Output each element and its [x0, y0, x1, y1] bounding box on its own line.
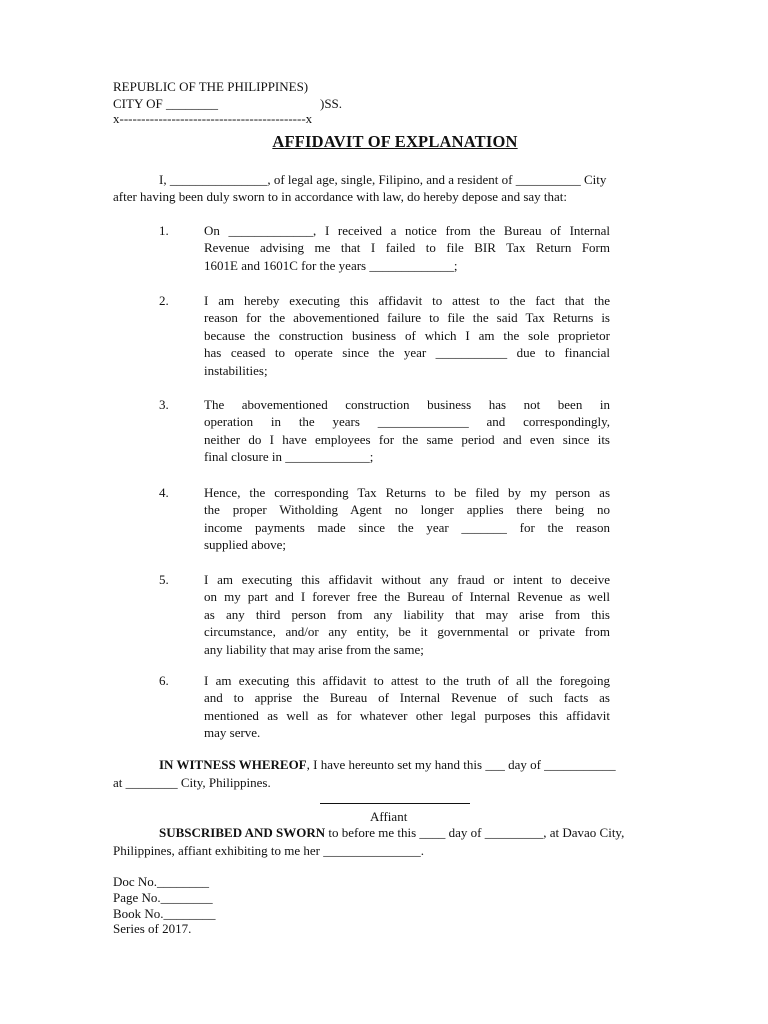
item-line: may serve. — [204, 725, 261, 741]
item-line: 1601E and 1601C for the years _____________; — [204, 257, 458, 273]
caption-city: CITY OF ________ — [113, 96, 218, 111]
caption-ss: )SS. — [320, 96, 343, 111]
item-line: any liability that may arise from the same; — [204, 641, 424, 657]
item-line: operation in the years ______________ and correspondingly, — [204, 414, 610, 430]
item-line: I am executing this affidavit without any fraud or intent to deceive — [204, 572, 610, 587]
item-line: Hence, the corresponding Tax Returns to be filed by my person as — [204, 485, 610, 500]
item-line: I am hereby executing this affidavit to attest to the fact that the — [204, 293, 610, 308]
item-line: as any third person from any liability that may arise from this — [204, 606, 610, 622]
doc-no: Doc No.________ — [113, 874, 210, 889]
intro-line-2: after having been duly sworn to in accordance with law, do hereby depose and say that: — [113, 189, 568, 204]
item-number: 6. — [159, 673, 169, 688]
witness-text: , I have hereunto set my hand this ___ day of ___________ — [306, 757, 616, 772]
item-line: On _____________, I received a notice from the Bureau of Internal — [204, 223, 610, 238]
jurat-line-2: Philippines, affiant exhibiting to me her _______________. — [113, 843, 425, 858]
item-line: has ceased to operate since the year ___________ due to financial — [204, 345, 610, 361]
jurat-heading: SUBSCRIBED AND SWORN — [159, 825, 326, 840]
intro-line-1: I, _______________, of legal age, single, Filipino, and a resident of __________ City — [159, 172, 607, 187]
item-body — [204, 396, 610, 466]
item-line: because the construction business of which I am the sole proprietor — [204, 327, 610, 343]
item-line: Revenue advising me that I failed to file BIR Tax Return Form — [204, 240, 610, 256]
witness-line-1 — [159, 756, 616, 773]
item-line: I am executing this affidavit to attest to the truth of all the foregoing — [204, 673, 610, 688]
item-body — [204, 672, 610, 742]
item-line: mentioned as well as for whatever other legal purposes this affidavit — [204, 707, 610, 723]
jurat-text: to before me this ____ day of _________, at Davao City, — [325, 825, 625, 840]
item-number: 5. — [159, 572, 169, 587]
item-number: 2. — [159, 293, 169, 308]
witness-line-2: at ________ City, Philippines. — [113, 775, 271, 790]
item-line: income payments made since the year _______ for the reason — [204, 519, 610, 535]
item-line: the proper Witholding Agent no longer applies there being no — [204, 502, 610, 518]
item-body — [204, 292, 610, 379]
item-line: final closure in _____________; — [204, 449, 374, 465]
item-line: instabilities; — [204, 362, 268, 378]
item-line: and to apprise the Bureau of Internal Revenue of such facts as — [204, 690, 610, 706]
item-line: supplied above; — [204, 537, 286, 553]
item-body — [204, 571, 610, 658]
item-line: neither do I have employees for the same period and even since its — [204, 431, 610, 447]
item-line: on my part and I forever free the Bureau of Internal Revenue as well — [204, 589, 610, 605]
caption-divider: x-------------------------------------------x — [113, 111, 313, 126]
item-body — [204, 222, 610, 274]
affiant-signature-line — [320, 803, 470, 804]
item-number: 1. — [159, 223, 169, 238]
item-number: 3. — [159, 397, 169, 412]
jurat-line-1 — [159, 824, 624, 841]
witness-heading: IN WITNESS WHEREOF — [159, 757, 307, 772]
item-line: reason for the abovementioned failure to file the said Tax Returns is — [204, 310, 610, 326]
affiant-label: Affiant — [370, 809, 408, 824]
item-number: 4. — [159, 485, 169, 500]
series-year: Series of 2017. — [113, 921, 192, 936]
caption-republic: REPUBLIC OF THE PHILIPPINES) — [113, 79, 309, 94]
page-no: Page No.________ — [113, 890, 213, 905]
document-title: AFFIDAVIT OF EXPLANATION — [272, 132, 518, 151]
item-body — [204, 484, 610, 554]
item-line: circumstance, and/or any entity, be it governmental or private from — [204, 624, 610, 640]
book-no: Book No.________ — [113, 906, 216, 921]
item-line: The abovementioned construction business has not been in — [204, 397, 610, 412]
